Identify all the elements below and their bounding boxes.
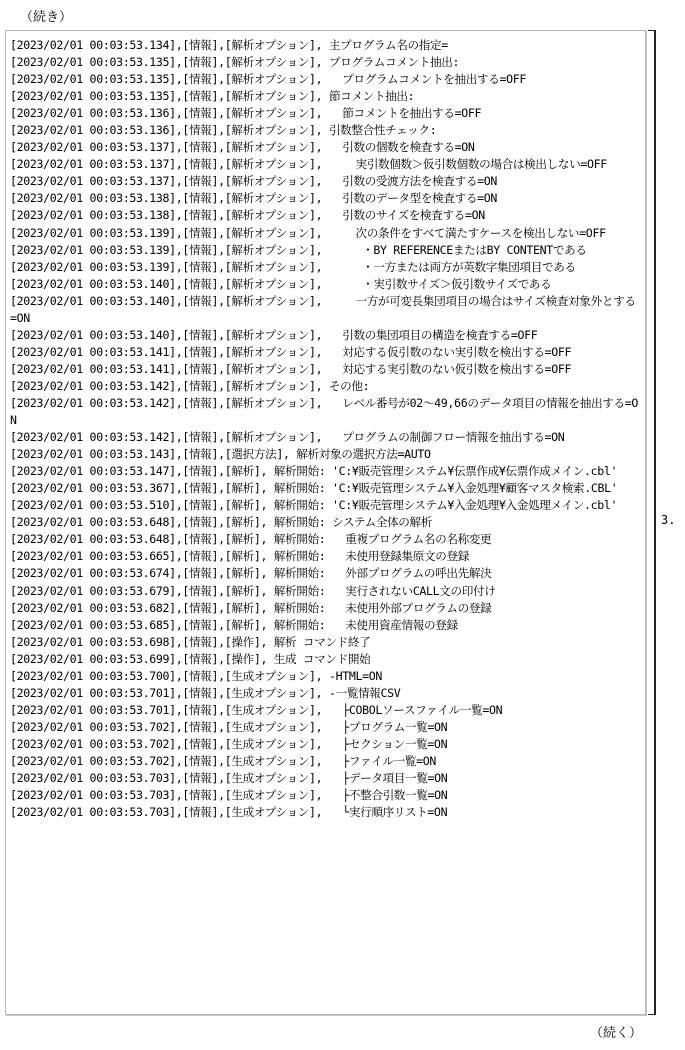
log-line: [2023/02/01 00:03:53.138],[情報],[解析オプション], 引数のデータ型を検査する=ON — [10, 191, 498, 206]
log-line: [2023/02/01 00:03:53.134],[情報],[解析オプション], 主プログラム名の指定= — [10, 38, 448, 52]
log-line: [2023/02/01 00:03:53.143],[情報],[選択方法], 解析対象の選択方法=AUTO — [10, 447, 431, 462]
log-line: [2023/02/01 00:03:53.698],[情報],[操作], 解析 コマンド終了 — [10, 634, 371, 649]
log-line: [2023/02/01 00:03:53.699],[情報],[操作], 生成 コマンド開始 — [10, 651, 371, 666]
log-line: [2023/02/01 00:03:53.139],[情報],[解析オプション], 次の条件をすべて満たすケースを検出しない=OFF — [10, 225, 606, 240]
log-line: [2023/02/01 00:03:53.142],[情報],[解析オプション], その他: — [10, 378, 370, 393]
log-line: [2023/02/01 00:03:53.702],[情報],[生成オプション], ├プログラム一覧=ON — [10, 719, 448, 734]
log-line: [2023/02/01 00:03:53.135],[情報],[解析オプション], 節コメント抽出: — [10, 89, 415, 104]
log-line: [2023/02/01 00:03:53.141],[情報],[解析オプション], 対応する実引数のない仮引数を検出する=OFF — [10, 361, 572, 376]
log-line: [2023/02/01 00:03:53.137],[情報],[解析オプション], 引数の個数を検査する=ON — [10, 140, 475, 155]
log-line: [2023/02/01 00:03:53.702],[情報],[生成オプション], ├ファイル一覧=ON — [10, 753, 436, 768]
section-marker: 3. — [661, 513, 676, 527]
log-line: [2023/02/01 00:03:53.138],[情報],[解析オプション], 引数のサイズを検査する=ON — [10, 208, 485, 223]
log-line: [2023/02/01 00:03:53.142],[情報],[解析オプション], プログラムの制御フロー情報を抽出する=ON — [10, 430, 565, 445]
log-line: [2023/02/01 00:03:53.648],[情報],[解析], 解析開始: 重複プログラム名の名称変更 — [10, 532, 492, 547]
log-line: [2023/02/01 00:03:53.139],[情報],[解析オプション], ・一方または両方が英数字集団項目である — [10, 259, 576, 274]
log-line: [2023/02/01 00:03:53.147],[情報],[解析], 解析開始: 'C:¥販売管理システム¥伝票作成¥伝票作成メイン.cbl' — [10, 464, 618, 479]
log-line: [2023/02/01 00:03:53.367],[情報],[解析], 解析開始: 'C:¥販売管理システム¥入金処理¥顧客マスタ検索.CBL' — [10, 481, 618, 496]
log-line: [2023/02/01 00:03:53.137],[情報],[解析オプション], 実引数個数＞仮引数個数の場合は検出しない=OFF — [10, 157, 607, 172]
log-line: [2023/02/01 00:03:53.140],[情報],[解析オプション], ・実引数サイズ＞仮引数サイズである — [10, 276, 552, 291]
log-line: [2023/02/01 00:03:53.674],[情報],[解析], 解析開始: 外部プログラムの呼出先解決 — [10, 566, 492, 581]
log-line: [2023/02/01 00:03:53.703],[情報],[生成オプション], ├データ項目一覧=ON — [10, 771, 448, 786]
continued-from-note: （続き） — [20, 10, 73, 25]
log-line: [2023/02/01 00:03:53.665],[情報],[解析], 解析開始: 未使用登録集原文の登録 — [10, 549, 469, 564]
log-line: [2023/02/01 00:03:53.700],[情報],[生成オプション], -HTML=ON — [10, 668, 382, 683]
log-line: [2023/02/01 00:03:53.142],[情報],[解析オプション], レベル番号が02～49,66のデータ項目の情報を抽出する=ON — [10, 395, 638, 428]
log-line: [2023/02/01 00:03:53.135],[情報],[解析オプション], プログラムコメントを抽出する=OFF — [10, 72, 527, 87]
log-line: [2023/02/01 00:03:53.136],[情報],[解析オプション], 引数整合性チェック: — [10, 123, 437, 138]
log-line: [2023/02/01 00:03:53.139],[情報],[解析オプション], ・BY REFERENCEまたはBY CONTENTである — [10, 242, 587, 257]
log-line: [2023/02/01 00:03:53.141],[情報],[解析オプション], 対応する仮引数のない実引数を検出する=OFF — [10, 344, 572, 359]
log-lines — [10, 37, 641, 821]
log-line: [2023/02/01 00:03:53.701],[情報],[生成オプション], ├COBOLソースファイル一覧=ON — [10, 702, 503, 717]
log-line: [2023/02/01 00:03:53.136],[情報],[解析オプション], 節コメントを抽出する=OFF — [10, 106, 482, 121]
log-line: [2023/02/01 00:03:53.648],[情報],[解析], 解析開始: システム全体の解析 — [10, 515, 433, 530]
log-line: [2023/02/01 00:03:53.702],[情報],[生成オプション], ├セクション一覧=ON — [10, 736, 448, 751]
log-line: [2023/02/01 00:03:53.682],[情報],[解析], 解析開始: 未使用外部プログラムの登録 — [10, 600, 492, 615]
page-edge-bracket — [654, 30, 656, 1015]
log-output-box — [5, 30, 646, 1015]
log-line: [2023/02/01 00:03:53.701],[情報],[生成オプション], -一覧情報CSV — [10, 685, 401, 700]
log-line: [2023/02/01 00:03:53.140],[情報],[解析オプション], 引数の集団項目の構造を検査する=OFF — [10, 327, 538, 342]
log-line: [2023/02/01 00:03:53.135],[情報],[解析オプション], プログラムコメント抽出: — [10, 55, 460, 70]
log-line: [2023/02/01 00:03:53.679],[情報],[解析], 解析開始: 実行されないCALL文の印付け — [10, 583, 496, 598]
log-line: [2023/02/01 00:03:53.137],[情報],[解析オプション], 引数の受渡方法を検査する=ON — [10, 174, 498, 189]
log-line: [2023/02/01 00:03:53.510],[情報],[解析], 解析開始: 'C:¥販売管理システム¥入金処理¥入金処理メイン.cbl' — [10, 498, 618, 513]
log-line: [2023/02/01 00:03:53.685],[情報],[解析], 解析開始: 未使用資産情報の登録 — [10, 617, 458, 632]
continued-next-note: （続く） — [590, 1026, 643, 1041]
log-line: [2023/02/01 00:03:53.703],[情報],[生成オプション], ├不整合引数一覧=ON — [10, 788, 448, 803]
log-line: [2023/02/01 00:03:53.703],[情報],[生成オプション], └実行順序リスト=ON — [10, 805, 448, 820]
log-line: [2023/02/01 00:03:53.140],[情報],[解析オプション], 一方が可変長集団項目の場合はサイズ検査対象外とする=ON — [10, 293, 636, 325]
